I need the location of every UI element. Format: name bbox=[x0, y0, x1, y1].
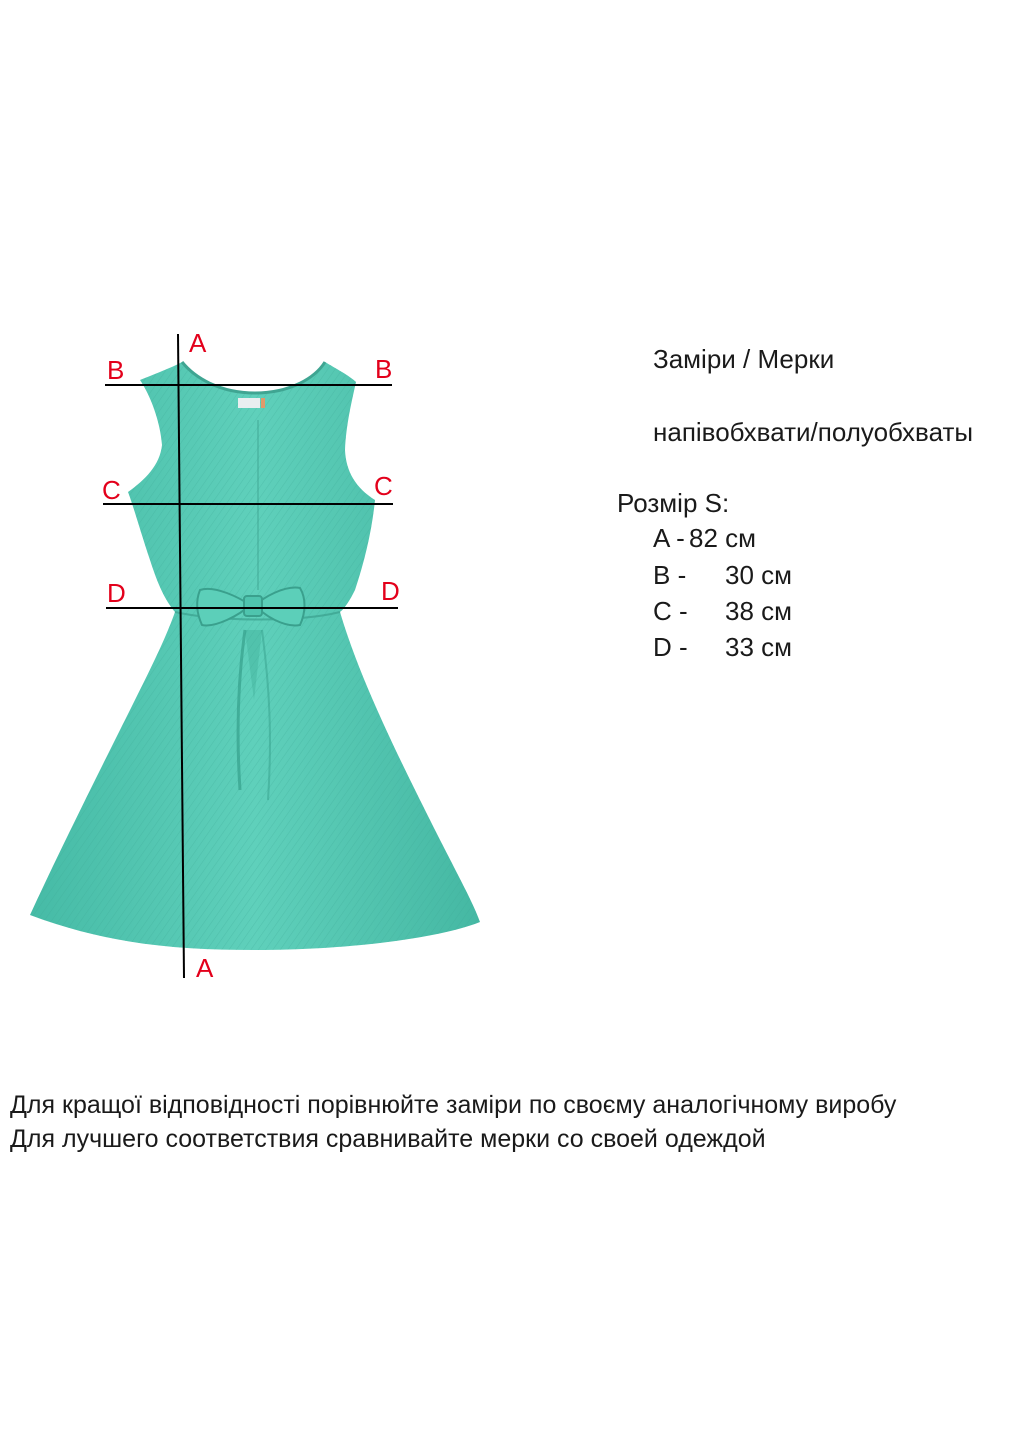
size-row-letter: D - bbox=[653, 632, 688, 662]
brand-tag bbox=[238, 398, 260, 408]
size-row-value: 38 см bbox=[725, 596, 793, 626]
label-a-bottom: A bbox=[196, 953, 214, 983]
label-b-left: B bbox=[107, 355, 125, 385]
label-a-top: A bbox=[189, 328, 207, 358]
size-row-letter: B - bbox=[653, 560, 687, 590]
label-d-left: D bbox=[107, 578, 126, 608]
size-row-value: 33 см bbox=[725, 632, 793, 662]
note-ukrainian: Для кращої відповідності порівнюйте заміри по своєму аналогічному виробу bbox=[10, 1091, 897, 1119]
label-c-left: C bbox=[102, 475, 121, 505]
size-heading: Розмір S: bbox=[617, 488, 730, 518]
note-russian: Для лучшего соответствия сравнивайте мерки со своей одеждой bbox=[10, 1125, 766, 1153]
label-d-right: D bbox=[381, 576, 400, 606]
measurements-subtitle: напівобхвати/полуобхваты bbox=[653, 417, 974, 447]
size-row-value: 82 см bbox=[689, 523, 757, 553]
size-row-letter: C - bbox=[653, 596, 688, 626]
measurements-title: Заміри / Мерки bbox=[653, 344, 835, 374]
size-row-letter: A - bbox=[653, 523, 685, 553]
label-c-right: C bbox=[374, 471, 393, 501]
label-b-right: B bbox=[375, 354, 393, 384]
dress-image bbox=[30, 362, 480, 950]
size-row-value: 30 см bbox=[725, 560, 793, 590]
